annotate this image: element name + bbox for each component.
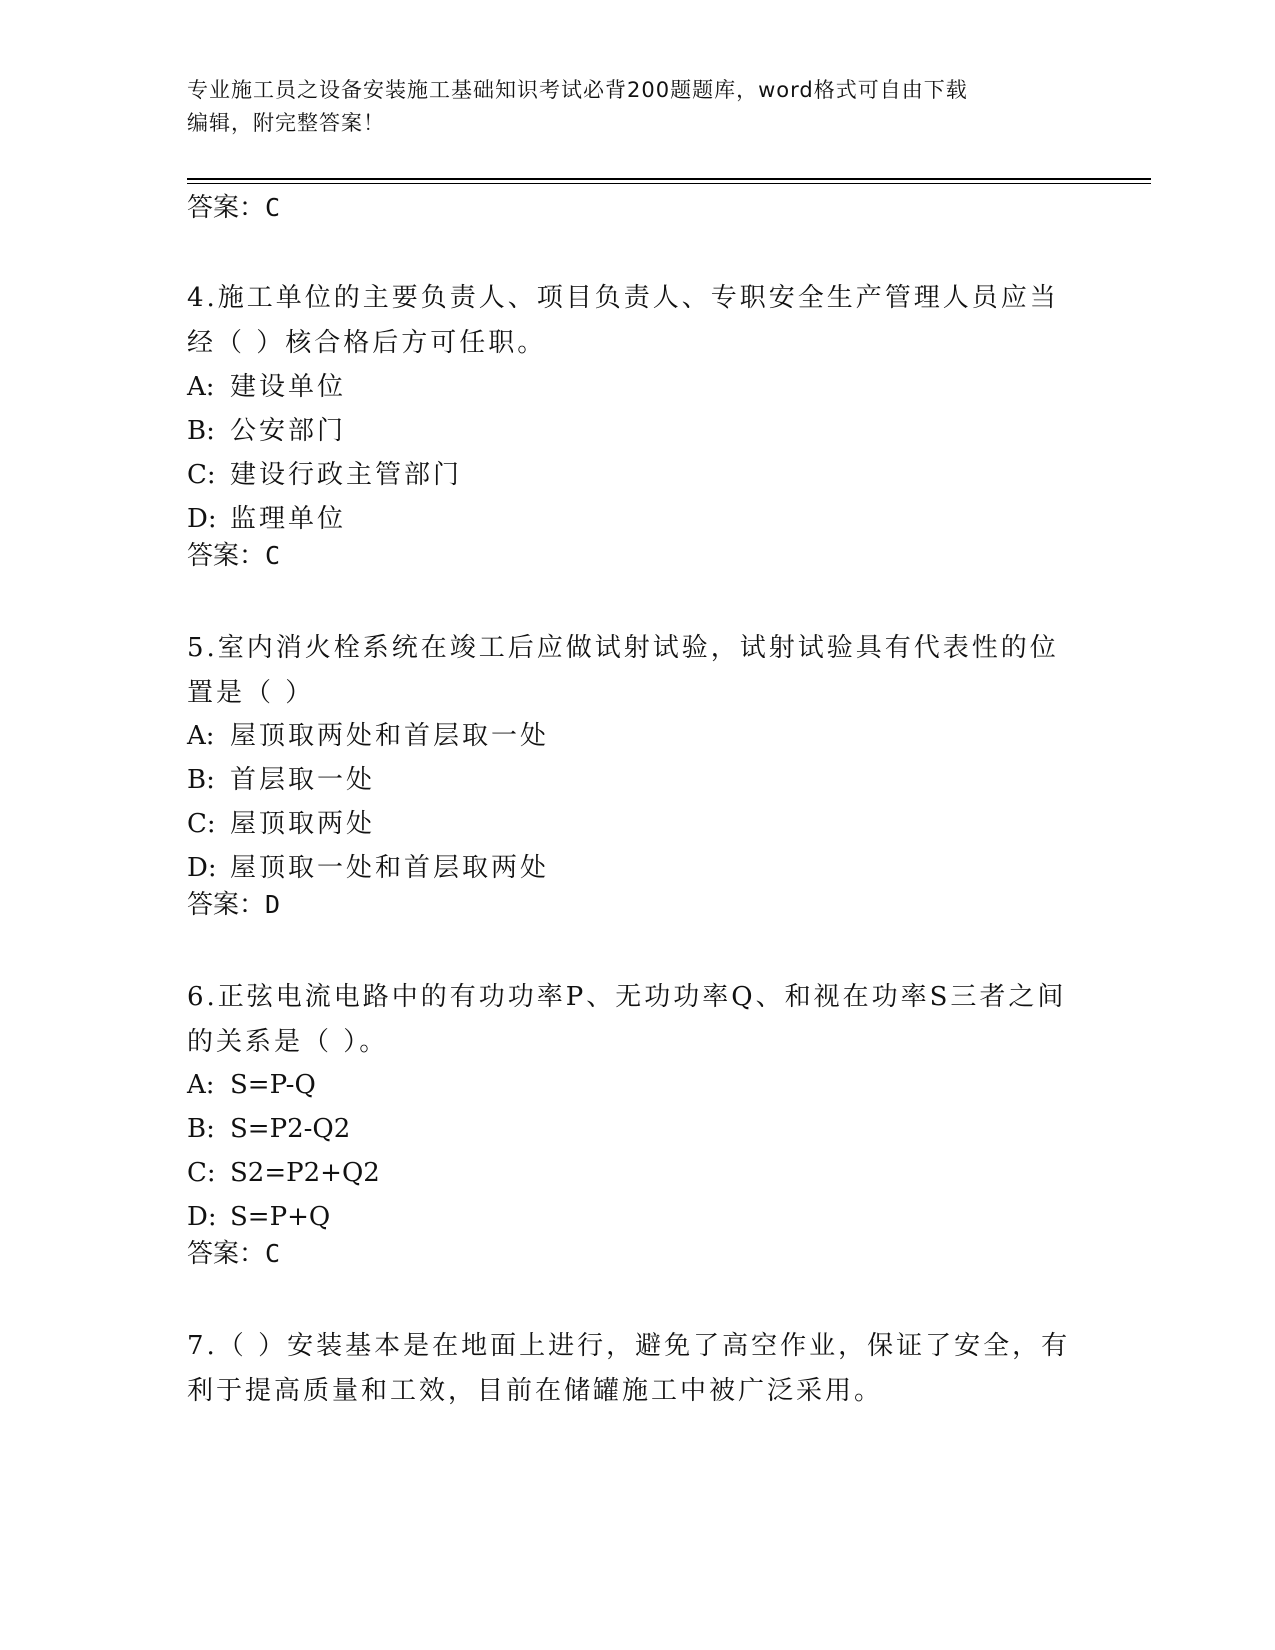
option-d xyxy=(187,1197,330,1237)
option-text: S=P-Q xyxy=(230,1070,316,1100)
option-label: B: xyxy=(187,416,215,446)
option-a xyxy=(187,367,346,407)
answer-value: D xyxy=(265,890,281,919)
answer-label: 答案： xyxy=(187,1239,266,1269)
question-4-stem xyxy=(187,276,1087,366)
option-text: S=P2-Q2 xyxy=(230,1114,351,1144)
option-c xyxy=(187,804,375,844)
answer-q3 xyxy=(187,190,280,226)
document-header xyxy=(187,74,1067,140)
option-label: C: xyxy=(187,1158,216,1188)
option-c xyxy=(187,455,462,495)
option-text: S2=P2+Q2 xyxy=(230,1158,380,1188)
option-label: D: xyxy=(187,853,217,883)
question-5-stem xyxy=(187,626,1087,716)
header-title-line-2: 编辑，附完整答案！ xyxy=(187,111,385,135)
header-title-line-1: 专业施工员之设备安装施工基础知识考试必背200题题库，word格式可自由下载 xyxy=(187,78,968,102)
option-text: 建设单位 xyxy=(230,372,347,402)
option-label: B: xyxy=(187,765,215,795)
option-text: 屋顶取一处和首层取两处 xyxy=(230,853,550,883)
answer-q6 xyxy=(187,1236,280,1272)
option-a xyxy=(187,716,549,756)
answer-label: 答案： xyxy=(187,890,266,920)
question-7-stem xyxy=(187,1324,1087,1414)
option-text: 监理单位 xyxy=(230,504,347,534)
header-divider-thin xyxy=(187,183,1151,184)
question-text-line-1: 6.正弦电流电路中的有功功率P、无功功率Q、和视在功率S三者之间 xyxy=(187,982,1067,1012)
option-b xyxy=(187,760,375,800)
question-text-line-2: 的关系是（ ）。 xyxy=(187,1027,389,1057)
option-text: 屋顶取两处和首层取一处 xyxy=(230,721,550,751)
option-text: 屋顶取两处 xyxy=(230,809,376,839)
question-text-line-1: 7.（ ）安装基本是在地面上进行，避免了高空作业，保证了安全，有 xyxy=(187,1331,1071,1361)
option-text: S=P+Q xyxy=(230,1202,331,1232)
answer-label: 答案： xyxy=(187,541,266,571)
option-b xyxy=(187,411,346,451)
option-label: B: xyxy=(187,1114,215,1144)
option-d xyxy=(187,848,549,888)
question-text-line-1: 4.施工单位的主要负责人、项目负责人、专职安全生产管理人员应当 xyxy=(187,283,1059,313)
option-text: 首层取一处 xyxy=(230,765,376,795)
answer-value: C xyxy=(265,541,281,570)
option-label: C: xyxy=(187,809,216,839)
answer-q5 xyxy=(187,887,280,923)
option-label: A: xyxy=(187,372,215,402)
option-c xyxy=(187,1153,380,1193)
question-6-stem xyxy=(187,975,1087,1065)
option-text: 公安部门 xyxy=(230,416,347,446)
option-d xyxy=(187,499,346,539)
option-text: 建设行政主管部门 xyxy=(230,460,463,490)
answer-value: C xyxy=(265,1239,281,1268)
option-label: C: xyxy=(187,460,216,490)
option-label: D: xyxy=(187,1202,217,1232)
question-text-line-2: 置是（ ） xyxy=(187,678,315,708)
option-b xyxy=(187,1109,350,1149)
option-a xyxy=(187,1065,316,1105)
answer-q4 xyxy=(187,538,280,574)
option-label: A: xyxy=(187,721,215,751)
option-label: D: xyxy=(187,504,217,534)
option-label: A: xyxy=(187,1070,215,1100)
answer-label: 答案： xyxy=(187,193,266,223)
question-text-line-2: 经（ ）核合格后方可任职。 xyxy=(187,328,547,358)
question-text-line-1: 5.室内消火栓系统在竣工后应做试射试验，试射试验具有代表性的位 xyxy=(187,633,1059,663)
answer-value: C xyxy=(265,193,281,222)
header-divider-thick xyxy=(187,178,1151,180)
question-text-line-2: 利于提高质量和工效，目前在储罐施工中被广泛采用。 xyxy=(187,1376,884,1406)
